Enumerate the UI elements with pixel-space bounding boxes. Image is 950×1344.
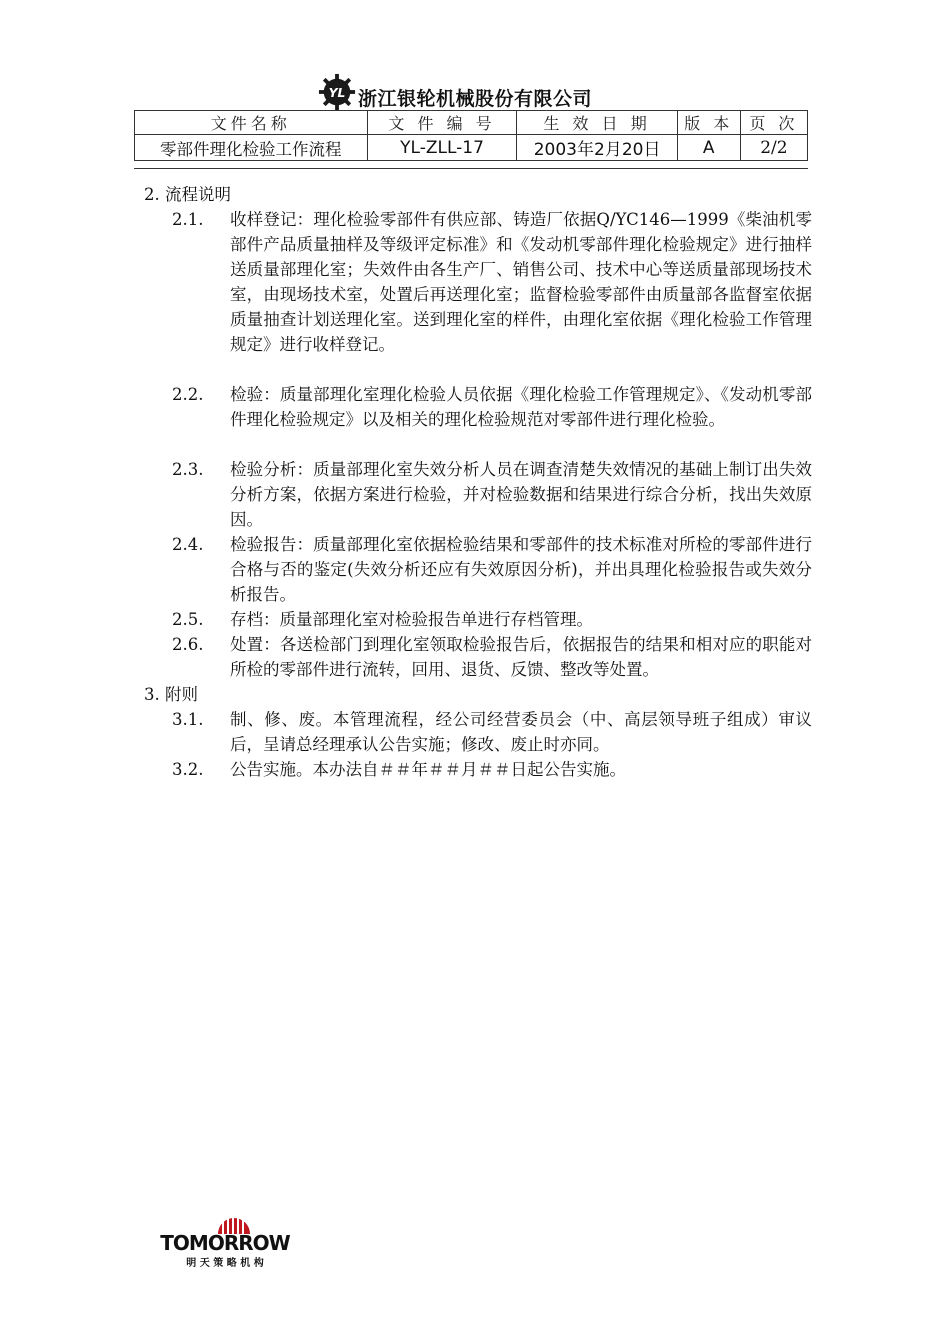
item-text: 公告实施。本办法自＃＃年＃＃月＃＃日起公告实施。: [230, 760, 626, 779]
tomorrow-logo-icon: [140, 1206, 310, 1270]
svg-text:YL: YL: [328, 85, 346, 100]
item-text: 检验：质量部理化室理化检验人员依据《理化检验工作管理规定》、《发动机零部件理化检验规定》以及相关的理化检验规范对零部件进行理化检验。: [230, 385, 812, 429]
value-date: 2003年2月20日: [517, 135, 677, 161]
item-text: 处置：各送检部门到理化室领取检验报告后，依据报告的结果和相对应的职能对所检的零部件进行流转，回用、退货、反馈、整改等处置。: [230, 635, 812, 679]
item-number: 3.2.: [172, 760, 204, 779]
value-doc-name: 零部件理化检验工作流程: [135, 135, 368, 161]
item-number: 2.4.: [172, 535, 204, 554]
item-number: 2.1.: [172, 210, 204, 229]
company-name: 浙江银轮机械股份有限公司: [358, 87, 593, 110]
section-2-title: 2. 流程说明: [144, 185, 231, 204]
item-number: 2.5.: [172, 610, 204, 629]
item-text: 收样登记：理化检验零部件有供应部、铸造厂依据Q/YC146—1999《柴油机零部件产品质量抽样及等级评定标准》和《发动机零部件理化检验规定》进行抽样送质量部理化室；失效件由各生产厂、销售公司、技术中心等送质量部现场技术室，由现场技术室，处置后再送理化室；监督检验零部件由质量部各监督室依据质量抽查计划送理化室。送到理化室的样件，由理化室依据《理化检验工作管理规定》进行收样登记。: [230, 210, 812, 354]
label-page: 页 次: [740, 111, 807, 135]
value-page: 2/2: [740, 135, 807, 161]
item-number: 2.6.: [172, 635, 204, 654]
logo-wordmark: TOMORROW: [160, 1231, 290, 1255]
label-version: 版 本: [677, 111, 740, 135]
label-date: 生 效 日 期: [517, 111, 677, 135]
item-number: 3.1.: [172, 710, 204, 729]
item-number: 2.3.: [172, 460, 204, 479]
table-header-row: [135, 111, 808, 135]
logo-subtitle: 明 天 策 略 机 构: [186, 1258, 264, 1269]
item-number: 2.2.: [172, 385, 204, 404]
document-info-table: [134, 110, 808, 161]
item-text: 制、修、废。本管理流程，经公司经营委员会（中、高层领导班子组成）审议后，呈请总经理承认公告实施；修改、废止时亦同。: [230, 710, 812, 754]
label-doc-no: 文 件 编 号: [367, 111, 517, 135]
header-divider: [134, 168, 808, 169]
table-value-row: [135, 135, 808, 161]
value-doc-no: YL-ZLL-17: [367, 135, 517, 161]
label-doc-name: 文件名称: [135, 111, 368, 135]
item-text: 检验分析：质量部理化室失效分析人员在调查清楚失效情况的基础上制订出失效分析方案，依据方案进行检验，并对检验数据和结果进行综合分析，找出失效原因。: [230, 460, 812, 529]
value-version: A: [677, 135, 740, 161]
section-3-title: 3. 附则: [144, 685, 198, 704]
company-logo-icon: [318, 73, 356, 111]
item-text: 存档：质量部理化室对检验报告单进行存档管理。: [230, 610, 593, 629]
item-text: 检验报告：质量部理化室依据检验结果和零部件的技术标准对所检的零部件进行合格与否的鉴定(失效分析还应有失效原因分析)，并出具理化检验报告或失效分析报告。: [230, 535, 812, 604]
company-header: [318, 72, 592, 112]
